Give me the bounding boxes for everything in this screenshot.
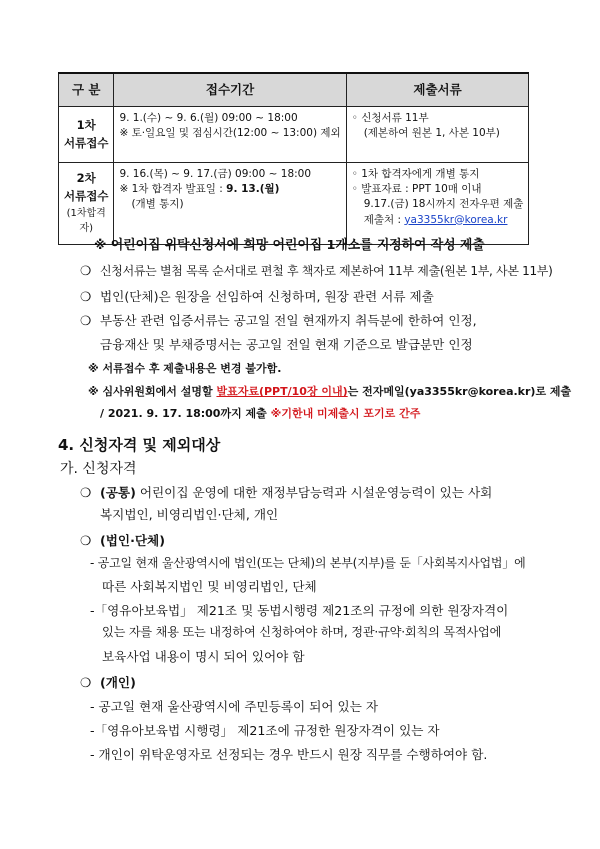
header-documents: 제출서류 <box>346 73 529 107</box>
dash-item: - 공고일 현재 울산광역시에 주민등록이 되어 있는 자 <box>90 699 379 714</box>
period-line <box>119 182 340 197</box>
category-text: 어린이집 운영에 대한 재정부담능력과 시설운영능력이 있는 사회 <box>135 485 493 500</box>
category-head: (개인) <box>100 675 136 690</box>
row-label-sub: (1차합격자) <box>66 207 106 235</box>
period-line: ※ 토·일요일 및 점심시간(12:00 ~ 13:00) 제외 <box>119 127 341 140</box>
bullet-icon: ❍ <box>80 263 92 278</box>
dash-continuation: 따른 사회복지법인 및 비영리법인, 단체 <box>102 579 317 594</box>
bullet-icon: ❍ <box>80 289 92 304</box>
period-line: 9. 1.(수) ~ 9. 6.(월) 09:00 ~ 18:00 <box>119 112 298 124</box>
row-label-line: 1차 <box>76 117 96 132</box>
bullet-item <box>80 310 477 329</box>
qualification-continuation: 복지법인, 비영리법인·단체, 개인 <box>100 507 279 522</box>
small-note <box>100 405 420 421</box>
docs-line: 9.17.(금) 18시까지 전자우편 제출 <box>363 198 524 211</box>
header-category: 구 분 <box>59 73 114 107</box>
row-label <box>59 163 114 245</box>
table-row <box>59 163 529 245</box>
small-note <box>88 383 571 399</box>
schedule-table <box>58 72 529 245</box>
bullet-text: 부동산 관련 입증서류는 공고일 전일 현재까지 취득분에 한하여 인정, <box>100 313 477 328</box>
subsection-title: 가. 신청자격 <box>60 461 137 477</box>
bullet-continuation: 금융재산 및 부채증명서는 공고일 전일 현재 기준으로 발급분만 인정 <box>100 337 473 352</box>
row-period <box>114 107 346 163</box>
small-note: ※ 서류접수 후 제출내용은 변경 불가함. <box>88 362 282 375</box>
bullet-text: 신청서류는 별첨 목록 순서대로 편철 후 책자로 제본하여 11부 제출(원본 1부, 사본 11부) <box>100 264 553 278</box>
row-documents <box>346 163 529 245</box>
qualification-corporate <box>80 530 165 549</box>
row-label-line: 서류접수 <box>64 189 109 203</box>
highlight-presentation: 발표자료(PPT/10장 이내) <box>216 385 348 398</box>
dash-item: - 개인이 위탁운영자로 선정되는 경우 반드시 원장 직무를 수행하여야 함. <box>90 747 488 762</box>
header-period: 접수기간 <box>114 73 346 107</box>
email-link[interactable]: ya3355kr@korea.kr <box>404 213 508 226</box>
bullet-text: 법인(단체)은 원장을 선임하여 신청하며, 원장 관련 서류 제출 <box>100 289 434 304</box>
announce-label: ※ 1차 합격자 발표일 : <box>119 183 227 196</box>
bullet-icon: ❍ <box>80 533 92 548</box>
center-note: ※ 어린이집 위탁신청서에 희망 어린이집 1개소를 지정하여 작성 제출 <box>94 238 485 253</box>
dash-item: -「영유아보육법」 제21조 및 동법시행령 제21조의 규정에 의한 원장자격이 <box>90 603 509 618</box>
qualification-common <box>80 482 492 501</box>
table-row <box>59 107 529 163</box>
bullet-icon: ❍ <box>80 675 92 690</box>
small-note-part: / 2021. 9. 17. 18:00까지 제출 <box>100 407 271 420</box>
docs-line: ◦ 발표자료 : PPT 10매 이내 <box>351 183 482 196</box>
bullet-icon: ❍ <box>80 485 92 500</box>
row-label <box>59 107 114 163</box>
category-head: (법인·단체) <box>100 533 165 548</box>
dash-item: - 공고일 현재 울산광역시에 법인(또는 단체)의 본부(지부)를 둔「사회복지사업법」에 <box>90 556 526 570</box>
row-documents <box>346 107 529 163</box>
row-label-line: 2차 <box>76 171 96 186</box>
docs-line: (제본하여 원본 1, 사본 10부) <box>363 127 500 140</box>
docs-line: ◦ 신청서류 11부 <box>351 112 429 124</box>
docs-line: ◦ 1차 합격자에게 개별 통지 <box>351 168 480 180</box>
deadline-warning: ※기한내 미제출시 포기로 간주 <box>270 407 421 420</box>
bullet-item <box>80 262 552 279</box>
row-period <box>114 163 346 245</box>
period-line: (개별 통지) <box>131 198 184 211</box>
small-note-part: 는 전자메일(ya3355kr@korea.kr)로 제출 <box>347 385 572 398</box>
category-head: (공통) <box>100 485 136 500</box>
small-note-part: ※ 심사위원회에서 설명할 <box>88 385 217 398</box>
qualification-individual <box>80 672 136 691</box>
submit-to-label: 제출처 : <box>363 213 405 226</box>
dash-item: -「영유아보육법 시행령」 제21조에 규정한 원장자격이 있는 자 <box>90 723 440 738</box>
table-header-row <box>59 73 529 107</box>
announce-date: 9. 13.(월) <box>226 183 280 196</box>
docs-line <box>352 213 524 228</box>
dash-continuation: 있는 자를 채용 또는 내정하여 신청하여야 하며, 정관·규약·회칙의 목적사업에 <box>102 625 502 639</box>
row-label-line: 서류접수 <box>64 135 109 150</box>
dash-continuation: 보육사업 내용이 명시 되어 있어야 함 <box>102 649 305 664</box>
bullet-icon: ❍ <box>80 313 92 328</box>
bullet-item <box>80 286 434 305</box>
section-title: 4. 신청자격 및 제외대상 <box>58 436 221 454</box>
period-line: 9. 16.(목) ~ 9. 17.(금) 09:00 ~ 18:00 <box>119 168 312 180</box>
